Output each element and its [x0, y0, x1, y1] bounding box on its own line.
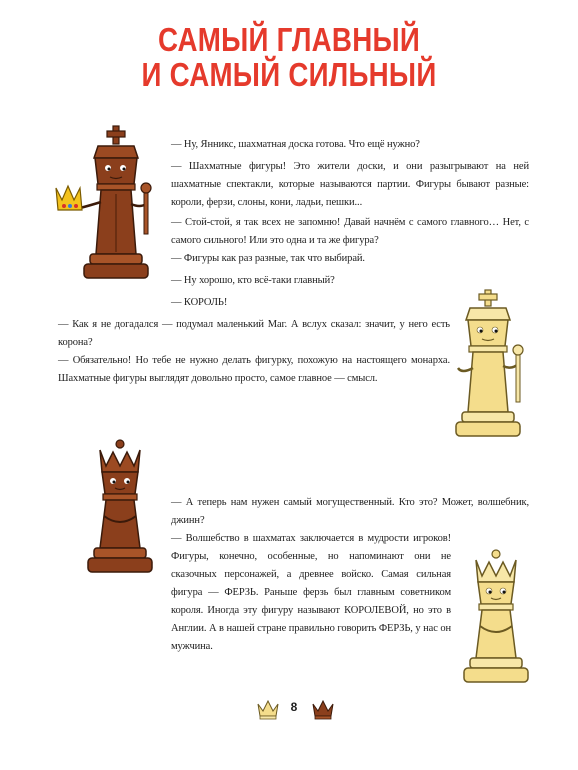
paragraph-10: — Волшебство в шахматах заключается в мудрости игроков! Фигуры, конечно, особенные, но напоминают они не сказочных персонажей, а древнее войско. Самая сильная фигура — ФЕРЗЬ. Раньше ферзь был главным советником короля. Иногда эту фигуру называют КОРОЛЕВОЙ, но это в Англии. А в нашей стране правильно говорить ФЕРЗЬ, у нас он мужчина.: [171, 533, 451, 652]
page-number: 8: [290, 700, 298, 714]
dark-queen-icon: [78, 438, 162, 580]
paragraph-8: — Обязательно! Но тебе не нужно делать фигурку, похожую на настоящего монарха. Шахматные фигуры выглядят довольно просто, самое главное — смысл.: [58, 355, 450, 384]
page-title-line-2: И САМЫЙ СИЛЬНЫЙ: [141, 56, 437, 93]
dark-king-icon: [48, 124, 158, 292]
paragraph-3: — Стой-стой, я так всех не запомню! Давай начнём с самого главного… Нет, с самого сильного! Или это одна и та же фигура?: [171, 217, 529, 246]
paragraph-4: — Фигуры как раз разные, так что выбирай.: [171, 253, 365, 264]
paragraph-6: — КОРОЛЬ!: [171, 297, 228, 308]
paragraph-7: — Как я не догадался — подумал маленький Маг. А вслух сказал: значит, у него есть корона?: [58, 319, 450, 348]
paragraph-9: — А теперь нам нужен самый могущественный. Кто это? Может, волшебник, джинн?: [171, 497, 529, 526]
paragraph-1: — Ну, Янникс, шахматная доска готова. Что ещё нужно?: [171, 139, 420, 150]
paragraph-5: — Ну хорошо, кто всё-таки главный?: [171, 275, 335, 286]
light-crown-icon: [256, 698, 280, 720]
paragraph-2: — Шахматные фигуры! Это жители доски, и они разыгрывают на ней шахматные спектакли, которые называются партии. Фигуры бывают разные: короли, ферзи, слоны, кони, ладьи, пешки...: [171, 161, 529, 208]
dark-crown-icon: [311, 698, 335, 720]
page-title-line-1: САМЫЙ ГЛАВНЫЙ: [157, 21, 421, 58]
light-king-icon: [444, 288, 544, 452]
light-queen-icon: [454, 548, 538, 690]
